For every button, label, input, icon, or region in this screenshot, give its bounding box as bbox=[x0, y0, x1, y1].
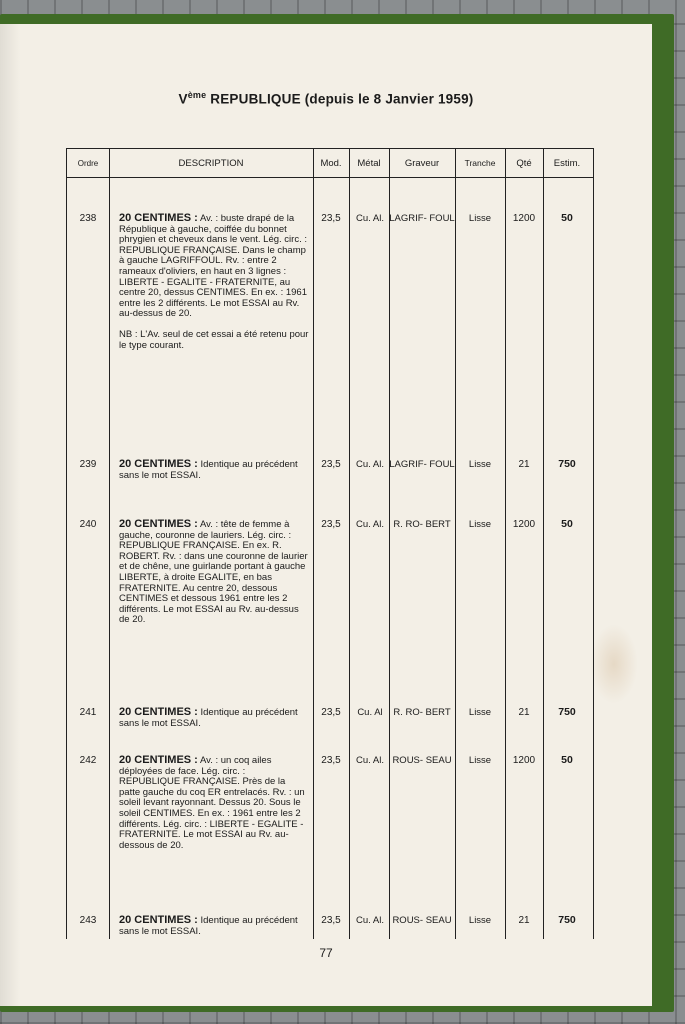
title-superscript: ème bbox=[187, 90, 207, 100]
row-graveur: ROUS- SEAU bbox=[392, 915, 452, 926]
row-description bbox=[119, 755, 309, 851]
row-title: 20 CENTIMES : bbox=[119, 706, 198, 718]
header-tranche: Tranche bbox=[464, 158, 496, 168]
row-title: 20 CENTIMES : bbox=[119, 212, 198, 224]
row-note: NB : L'Av. seul de cet essai a été retenu pour le type courant. bbox=[119, 328, 309, 351]
column-divider bbox=[109, 149, 110, 939]
row-mod: 23,5 bbox=[321, 755, 341, 766]
header-ordre: Ordre bbox=[77, 158, 99, 168]
title-prefix: V bbox=[178, 91, 188, 107]
row-desc-text: Av. : un coq ailes déployées de face. Lég. circ. : REPUBLIQUE FRANÇAISE. Près de la patte gauche du coq ER entrelacés. Rv. : un soleil levant rayonnant. Dessus 20. Sous le soleil CENTIMES. En ex. : 1961 entre les 2 différents. Lég. circ. : LIBERTE - EGALITE - FRATERNITE. Le mot ESSAI au Rv. au-dessous de 20. bbox=[119, 755, 305, 851]
row-graveur: LAGRIF- FOUL bbox=[389, 459, 455, 470]
row-qte: 1200 bbox=[512, 519, 536, 530]
row-ordre: 242 bbox=[79, 755, 97, 766]
row-ordre: 239 bbox=[79, 459, 97, 470]
row-metal: Cu. Al. bbox=[356, 755, 384, 766]
row-tranche: Lisse bbox=[468, 707, 492, 718]
row-metal: Cu. Al. bbox=[356, 213, 384, 224]
row-estim: 750 bbox=[558, 458, 576, 470]
row-title: 20 CENTIMES : bbox=[119, 518, 198, 530]
row-title: 20 CENTIMES : bbox=[119, 754, 198, 766]
row-description bbox=[119, 459, 309, 481]
row-metal: Cu. Al. bbox=[356, 915, 384, 926]
row-graveur: R. RO- BERT bbox=[393, 707, 451, 718]
row-description bbox=[119, 213, 309, 351]
row-qte: 21 bbox=[518, 459, 530, 470]
row-desc-text: Identique au précédent sans le mot ESSAI. bbox=[119, 915, 298, 937]
title-text: REPUBLIQUE (depuis le 8 Janvier 1959) bbox=[206, 91, 474, 107]
row-metal: Cu. Al bbox=[357, 707, 383, 718]
row-desc-text: Identique au précédent sans le mot ESSAI. bbox=[119, 707, 298, 729]
header-estim: Estim. bbox=[553, 157, 581, 169]
header-mod: Mod. bbox=[320, 157, 342, 169]
header-metal: Métal bbox=[357, 157, 381, 169]
column-divider bbox=[455, 149, 456, 939]
row-mod: 23,5 bbox=[321, 519, 341, 530]
row-graveur: R. RO- BERT bbox=[393, 519, 451, 530]
row-graveur: LAGRIF- FOUL bbox=[389, 213, 455, 224]
column-divider bbox=[313, 149, 314, 939]
row-title: 20 CENTIMES : bbox=[119, 914, 198, 926]
row-tranche: Lisse bbox=[468, 459, 492, 470]
row-mod: 23,5 bbox=[321, 915, 341, 926]
row-desc-text: Av. : tête de femme à gauche, couronne de lauriers. Lég. circ. : REPUBLIQUE FRANÇAISE. En ex. R. ROBERT. Rv. : dans une couronne de laurier et de chêne, une guirlande portant à gauche LIBERTE, à droite EGALITE, en bas FRATERNITE. Au centre 20, dessous CENTIMES et dessous 1961 entre les 2 différents. Le mot ESSAI au Rv. au-dessus de 20. bbox=[119, 519, 308, 626]
page-number: 77 bbox=[319, 946, 333, 960]
row-ordre: 240 bbox=[79, 519, 97, 530]
row-qte: 1200 bbox=[512, 755, 536, 766]
row-metal: Cu. Al. bbox=[356, 459, 384, 470]
row-graveur: ROUS- SEAU bbox=[392, 755, 452, 766]
row-tranche: Lisse bbox=[468, 519, 492, 530]
column-divider bbox=[505, 149, 506, 939]
row-estim: 750 bbox=[558, 914, 576, 926]
row-qte: 21 bbox=[518, 915, 530, 926]
row-estim: 750 bbox=[558, 706, 576, 718]
row-desc-text: Identique au précédent sans le mot ESSAI. bbox=[119, 459, 298, 481]
row-mod: 23,5 bbox=[321, 707, 341, 718]
row-tranche: Lisse bbox=[468, 915, 492, 926]
row-estim: 50 bbox=[561, 754, 573, 766]
row-ordre: 241 bbox=[79, 707, 97, 718]
column-divider bbox=[389, 149, 390, 939]
row-ordre: 243 bbox=[79, 915, 97, 926]
row-mod: 23,5 bbox=[321, 459, 341, 470]
row-description bbox=[119, 707, 309, 729]
row-tranche: Lisse bbox=[468, 755, 492, 766]
row-estim: 50 bbox=[561, 518, 573, 530]
row-desc-text: Av. : buste drapé de la République à gauche, coiffée du bonnet phrygien et cheveux dans le vent. Lég. circ. : REPUBLIQUE FRANÇAISE. Dans le champ à gauche LAGRIFFOUL. Rv. : entre 2 rameaux d'oliviers, en haut en 3 lignes : LIBERTE - EGALITE - FRATERNITE, au centre 20, dessus CENTIMES. En ex. : 1961 entre les 2 différents. Le mot ESSAI au Rv. au-dessus de 20. bbox=[119, 213, 307, 320]
row-mod: 23,5 bbox=[321, 213, 341, 224]
row-qte: 1200 bbox=[512, 213, 536, 224]
page-title bbox=[0, 90, 652, 107]
column-divider bbox=[349, 149, 350, 939]
page-gutter-shadow bbox=[0, 24, 20, 1006]
coin-table bbox=[66, 148, 594, 939]
header-graveur: Graveur bbox=[404, 157, 440, 169]
header-qte: Qté bbox=[516, 157, 532, 169]
header-description: DESCRIPTION bbox=[178, 157, 244, 169]
column-divider bbox=[543, 149, 544, 939]
row-ordre: 238 bbox=[79, 213, 97, 224]
table-header bbox=[67, 149, 593, 178]
row-tranche: Lisse bbox=[468, 213, 492, 224]
row-qte: 21 bbox=[518, 707, 530, 718]
book-page bbox=[0, 24, 652, 1006]
row-title: 20 CENTIMES : bbox=[119, 458, 198, 470]
row-estim: 50 bbox=[561, 212, 573, 224]
row-metal: Cu. Al. bbox=[356, 519, 384, 530]
page-stain bbox=[590, 624, 638, 704]
row-description bbox=[119, 915, 309, 937]
row-description bbox=[119, 519, 309, 626]
